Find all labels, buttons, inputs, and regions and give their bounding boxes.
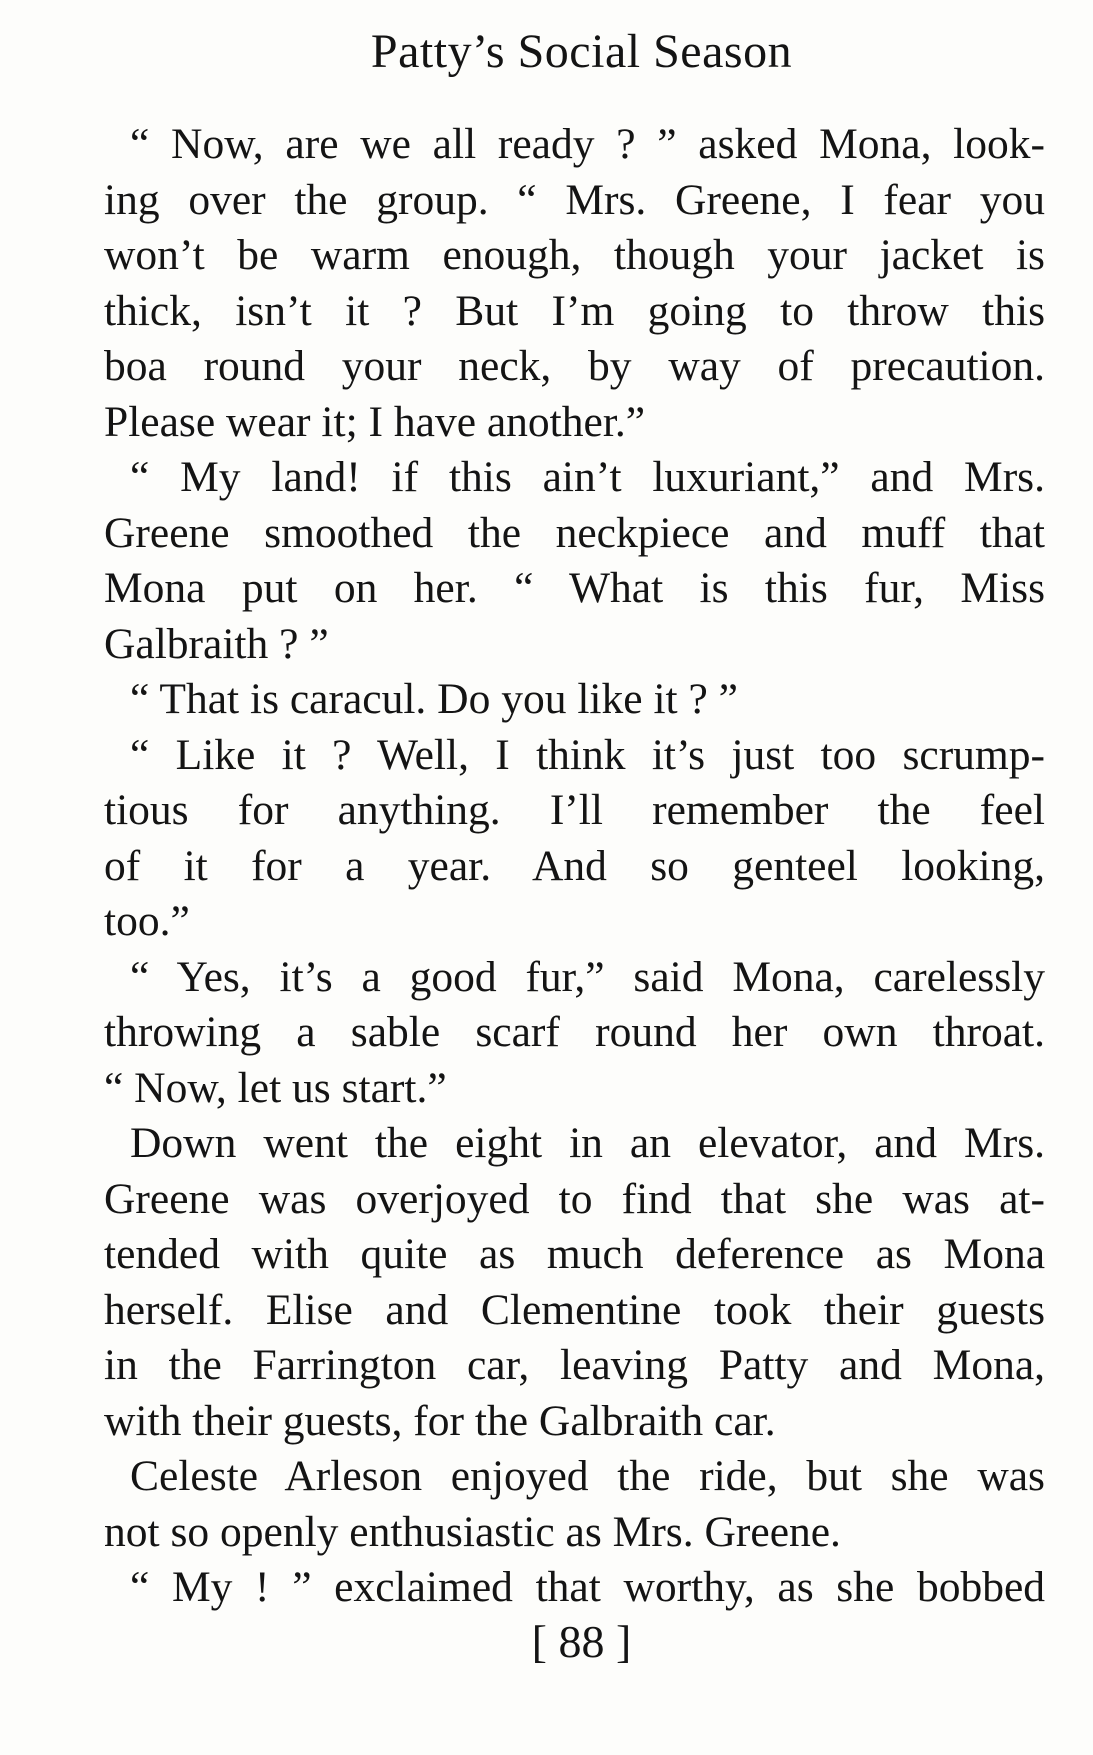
text-line: “ My ! ” exclaimed that worthy, as she bobbed: [130, 1563, 1045, 1611]
text-line: tended with quite as much deference as Mona: [104, 1230, 1045, 1278]
text-line: not so openly enthusiastic as Mrs. Greene.: [104, 1507, 841, 1556]
page-number: [ 88 ]: [531, 1616, 632, 1667]
text-line: “ My land! if this ain’t luxuriant,” and Mrs.: [130, 453, 1045, 501]
running-head: Patty’s Social Season: [370, 25, 793, 78]
text-line: Please wear it; I have another.”: [104, 397, 646, 446]
text-line: Greene was overjoyed to find that she was at-: [104, 1174, 1045, 1223]
text-line: too.”: [104, 897, 190, 945]
text-line: ing over the group. “ Mrs. Greene, I fear you: [104, 175, 1045, 224]
text-line: with their guests, for the Galbraith car.: [104, 1396, 776, 1445]
text-line: Greene smoothed the neckpiece and muff that: [104, 508, 1045, 557]
text-line: “ Now, are we all ready ? ” asked Mona, look-: [130, 120, 1045, 168]
text-line: Celeste Arleson enjoyed the ride, but she was: [130, 1452, 1045, 1500]
text-line: throwing a sable scarf round her own throat.: [104, 1008, 1045, 1056]
text-line: in the Farrington car, leaving Patty and Mona,: [104, 1341, 1045, 1389]
body-text: [104, 117, 1045, 1616]
text-line: Mona put on her. “ What is this fur, Miss: [104, 564, 1045, 612]
text-line: boa round your neck, by way of precaution.: [104, 342, 1045, 390]
text-line: Down went the eight in an elevator, and Mrs.: [130, 1119, 1045, 1167]
text-line: tious for anything. I’ll remember the feel: [104, 786, 1045, 834]
text-line: “ Yes, it’s a good fur,” said Mona, carelessly: [130, 952, 1045, 1001]
text-line: “ Like it ? Well, I think it’s just too scrump-: [130, 730, 1045, 779]
text-line: herself. Elise and Clementine took their guests: [104, 1285, 1045, 1334]
text-line: “ That is caracul. Do you like it ? ”: [130, 675, 738, 723]
text-line: of it for a year. And so genteel looking,: [104, 841, 1045, 890]
text-line: “ Now, let us start.”: [104, 1063, 447, 1112]
text-line: Galbraith ? ”: [104, 619, 329, 668]
text-line: won’t be warm enough, though your jacket is: [104, 231, 1045, 279]
text-line: thick, isn’t it ? But I’m going to throw this: [104, 286, 1045, 335]
